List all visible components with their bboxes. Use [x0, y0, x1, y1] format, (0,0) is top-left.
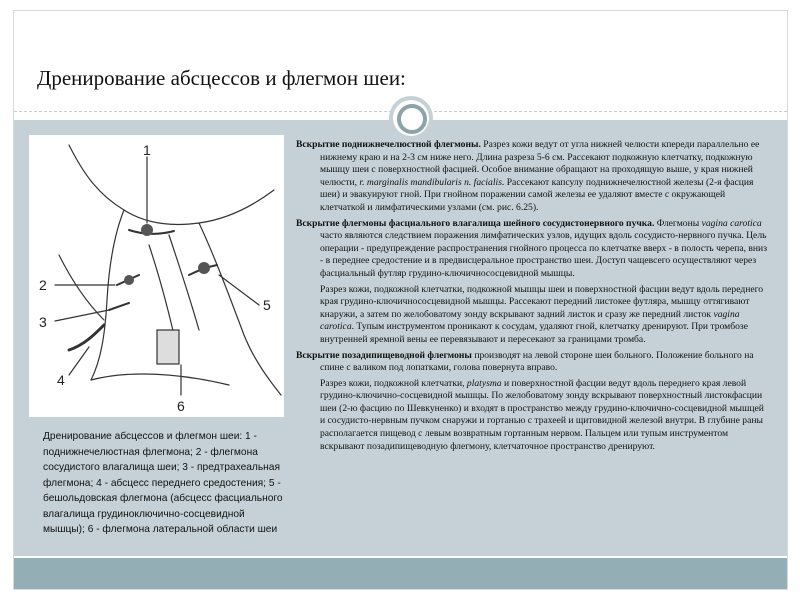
- neck-front-outline: [91, 210, 124, 380]
- pointer-5: [219, 275, 259, 305]
- figure-label-6: 6: [177, 398, 185, 414]
- paragraph-submandibular: Вскрытие поднижнечелюстной флегмоны. Разрез кожи ведут от угла нижней челюсти кпереди параллельно ее нижнему краю и на 2-3 см ниже него. Длина разреза 5-6 см. Рассекают подкожную клетчатку, подкожную мышцу шеи с поверхностной фасцией. Особое внимание обращают на проходящую выше, у края нижней челюсти, r. marginalis mandibularis n. facialis. Рассекают капсулу поднижнечелюстной железы (2-я фасция шеи) и эвакуируют гной. При гнойном поражении самой железы ее удаляют вместе с окружающей клетчаткой и лимфатическими узлами (см. рис. 6.25).: [296, 139, 760, 213]
- paragraph-incision-carotid: Разрез кожи, подкожной клетчатки, подкожной мышцы шеи и поверхностной фасции ведут вдоль переднего края грудино-ключичнососцевидной мышцы. Рассекают передний листокее футляра, мышцу оттягивают кнаружи, а затем по желобоватому зонду вскрывают задний листок и сразу же передний листок vagina carotica. Тупым инструментом проникают к сосудам, удаляют гной, клетчатку дренируют. При тромбозе внутренней яремной вены ее перевязывают и пересекают за границами тромба.: [320, 283, 764, 345]
- article-text: [296, 139, 767, 456]
- pointer-4: [69, 347, 89, 375]
- neck-drainage-illustration: [29, 135, 284, 417]
- clavicle-outline: [91, 374, 229, 385]
- jaw-outline: [69, 145, 274, 224]
- figure-label-5: 5: [263, 297, 271, 313]
- heading-carotid-sheath: Вскрытие флегмоны фасциального влагалища шейного сосудистонервного пучка.: [296, 217, 655, 229]
- slide-title: Дренирование абсцессов и флегмон шеи:: [37, 66, 406, 90]
- heading-submandibular: Вскрытие поднижнечелюстной флегмоны.: [296, 139, 481, 150]
- footer-bar: [14, 558, 787, 589]
- pointer-3: [55, 310, 109, 321]
- chin-outline: [59, 255, 104, 320]
- wound-5: [198, 262, 210, 274]
- wound-1: [141, 224, 153, 236]
- drain-tube-4: [69, 325, 104, 350]
- heading-retroesophageal: Вскрытие позадипищеводной флегмоны: [296, 349, 472, 361]
- retractor-6: [157, 330, 179, 364]
- figure-label-1: 1: [143, 142, 151, 158]
- anatomy-figure: [29, 135, 284, 417]
- muscle-line: [169, 235, 199, 330]
- paragraph-incision-retroesophageal: Разрез кожи, подкожной клетчатки, platysma и поверхностной фасции ведут вдоль переднего края левой грудино-ключично-сосцевидной мышцы. По желобоватому зонду вскрывают поверхностный листокфасции шеи (2-ю фасцию по Шевкуненко) и входят в пространство между грудино-ключично-сосцевидной мышцей и сосудисто-нервным пучком снаружи и гортанью с трахеей и щитовидной железой внутри. В глубине раны располагается пищевод с левым возвратным гортанным нервом. Пальцем или тупым инструментом вскрывают позадипищеводную флегмону, клетчаточное пространство дренируют.: [320, 377, 764, 452]
- figure-label-4: 4: [57, 372, 65, 388]
- figure-caption: Дренирование абсцессов и флегмон шеи: 1 - поднижнечелюстная флегмона; 2 - флегмона сосудистого влагалища шеи; 3 - предтрахеальная флегмона; 4 - абсцесс переднего средостения; 5 - бешольдовская флегмона (абсцесс фасциального влагалища грудиноключично-сосцевидной мышцы); 6 - флегмона латеральной области шеи: [43, 431, 283, 535]
- incision-3: [109, 303, 129, 310]
- wound-2: [124, 275, 134, 285]
- figure-label-2: 2: [39, 277, 47, 293]
- paragraph-retroesophageal: Вскрытие позадипищеводной флегмоны производят на левой стороне шеи больного. Положение больного на спине с валиком под лопатками, голова повернута вправо.: [296, 349, 754, 374]
- decorative-circle-core: [397, 104, 427, 134]
- muscle-line-2: [149, 245, 174, 335]
- figure-label-3: 3: [39, 314, 47, 330]
- slide: [13, 10, 788, 590]
- paragraph-carotid-sheath: Вскрытие флегмоны фасциального влагалища шейного сосудистонервного пучка. Флегмоны vagina carotica часто являются следствием поражения лимфатических узлов, идущих вдоль сосудисто-нервного пучка. Цель операции - предупреждение распространения гнойного процесса по клетчатке вверх - в полость черепа, вниз - в переднее средостение и в предвисцеральное пространство шеи. Доступ чащевсего осуществляют через фасциальный футляр грудино-ключичнососцевидной мышцы.: [296, 217, 767, 279]
